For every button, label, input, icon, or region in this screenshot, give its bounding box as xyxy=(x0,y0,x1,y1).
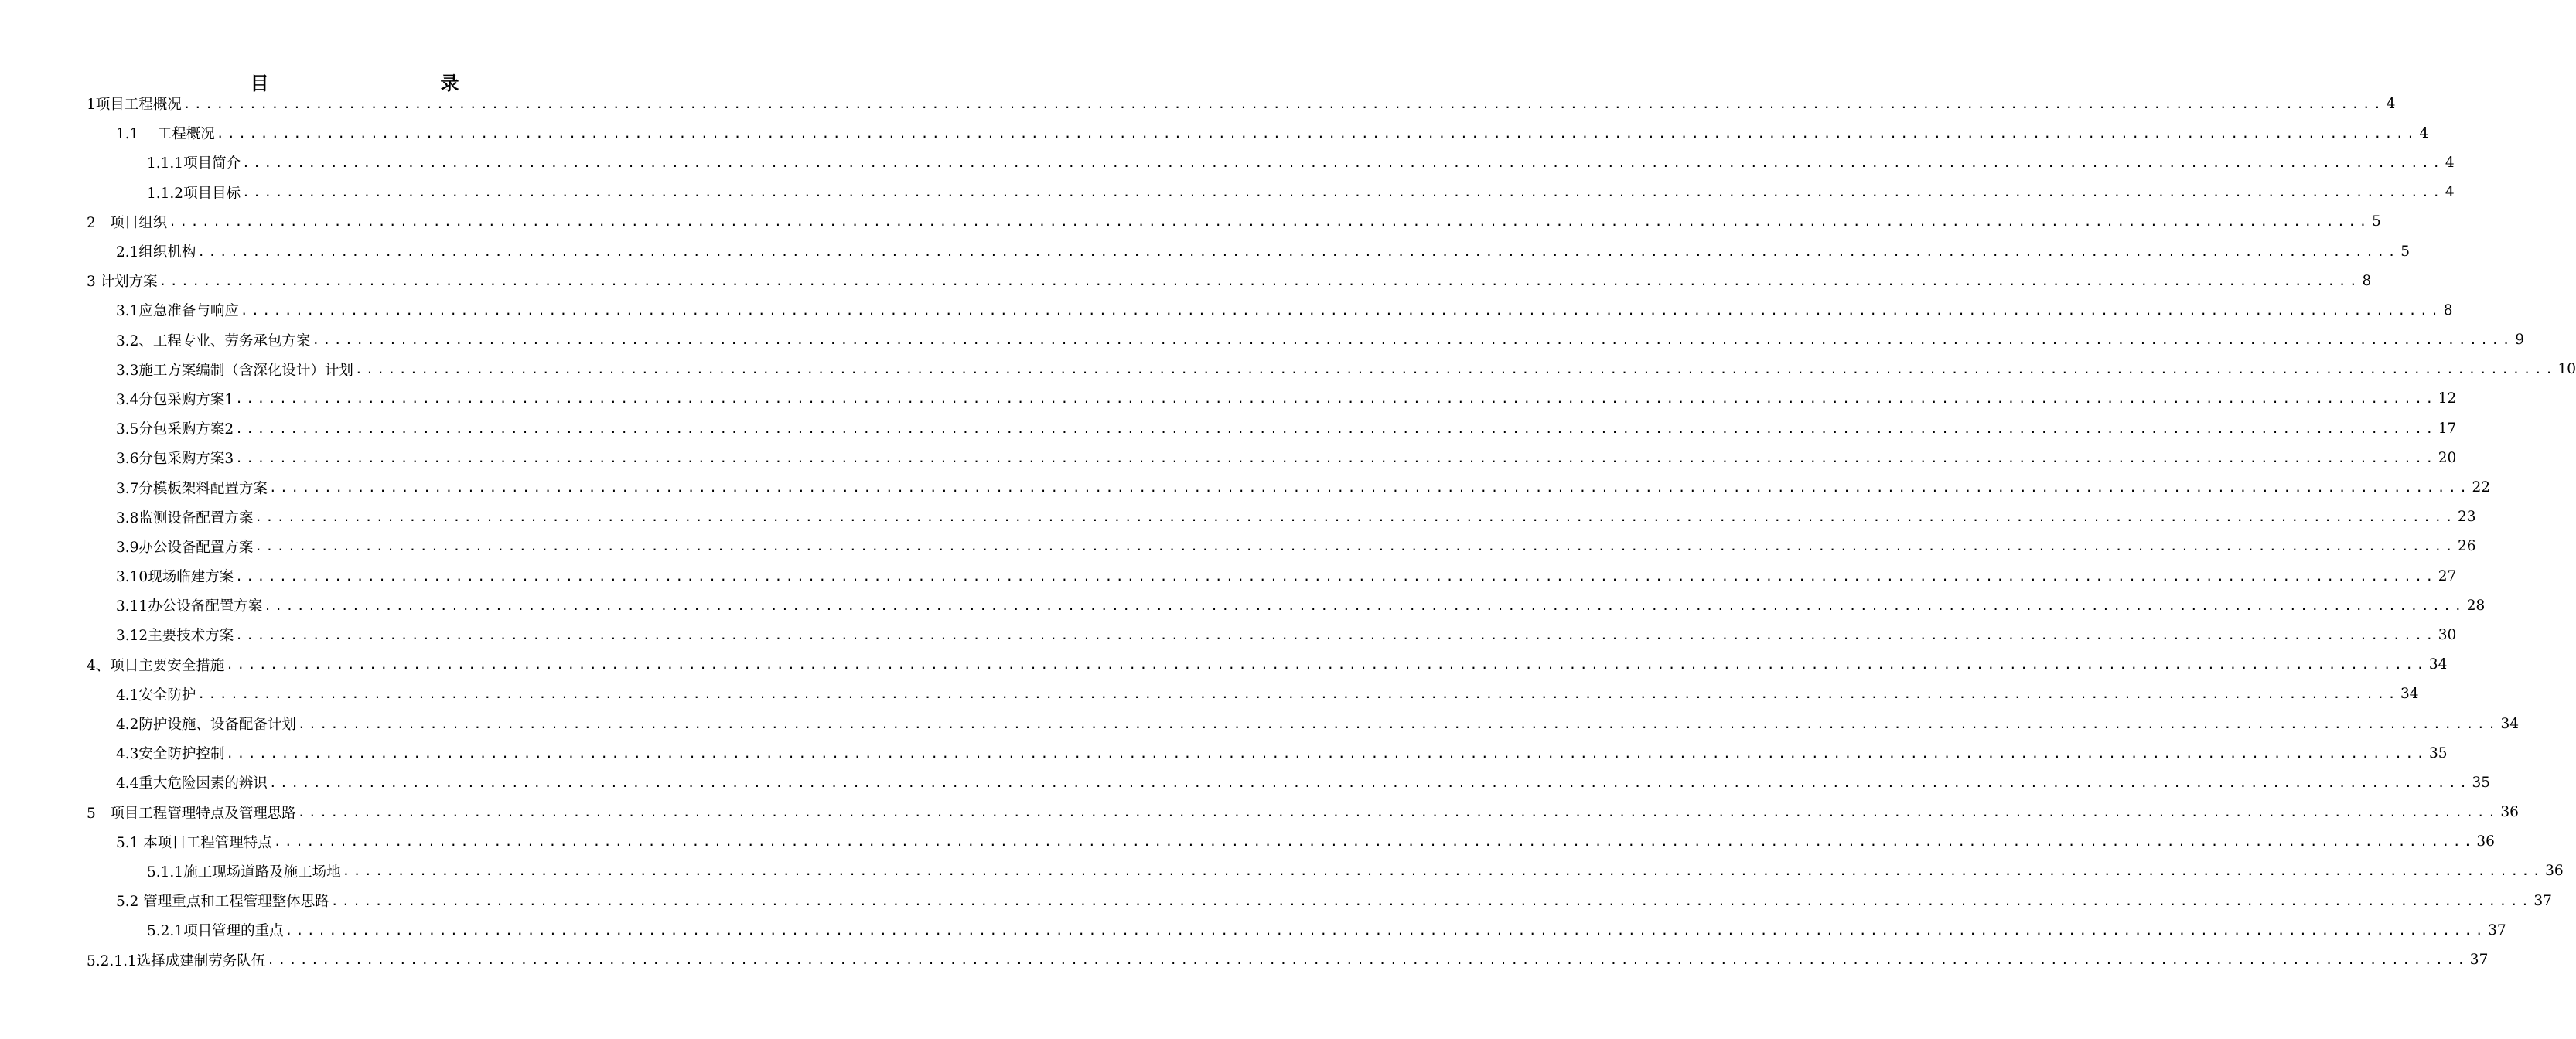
toc-entry[interactable] xyxy=(0,650,2448,680)
toc-entry-page-number: 4 xyxy=(2419,124,2429,141)
dot-leader: ........................................................................................................................................................................................................ xyxy=(159,273,2361,288)
dot-leader: ........................................................................................................................................................................................................ xyxy=(235,391,2437,407)
toc-entry-page-number: 8 xyxy=(2362,272,2372,289)
dot-leader: ........................................................................................................................................................................................................ xyxy=(268,775,2471,790)
toc-entry[interactable] xyxy=(0,443,2457,472)
toc-entry[interactable] xyxy=(0,827,2495,857)
toc-entry-page-number: 36 xyxy=(2500,804,2519,821)
toc-entry-label: 1项目工程概况 xyxy=(87,97,182,114)
toc-entry-label: 4.3安全防护控制 xyxy=(116,746,225,763)
table-of-contents xyxy=(0,89,2576,975)
toc-entry[interactable] xyxy=(0,680,2419,709)
toc-entry-label: 5.1.1施工现场道路及施工场地 xyxy=(147,864,341,881)
dot-leader: ........................................................................................................................................................................................................ xyxy=(268,480,2471,496)
toc-entry-label: 3.7分模板架料配置方案 xyxy=(116,480,268,497)
toc-entry[interactable] xyxy=(0,472,2491,502)
dot-leader: ........................................................................................................................................................................................................ xyxy=(242,185,2444,200)
toc-entry-label: 1.1.1项目简介 xyxy=(147,155,241,172)
toc-entry-label: 4、项目主要安全措施 xyxy=(87,657,225,674)
dot-leader: ........................................................................................................................................................................................................ xyxy=(342,864,2544,879)
toc-entry-page-number: 37 xyxy=(2488,921,2506,939)
toc-entry[interactable] xyxy=(0,266,2372,295)
toc-entry-label: 4.2防护设施、设备配备计划 xyxy=(116,717,296,734)
toc-entry[interactable] xyxy=(0,89,2396,118)
toc-entry-label: 5.1 本项目工程管理特点 xyxy=(116,834,272,851)
toc-entry-label: 5 项目工程管理特点及管理思路 xyxy=(87,805,296,822)
toc-entry-page-number: 36 xyxy=(2476,833,2495,850)
toc-entry-page-number: 5 xyxy=(2372,213,2381,230)
toc-entry[interactable] xyxy=(0,857,2564,886)
dot-leader: ........................................................................................................................................................................................................ xyxy=(235,627,2437,642)
toc-entry[interactable] xyxy=(0,207,2381,237)
toc-entry-page-number: 34 xyxy=(2428,656,2448,673)
toc-entry-label: 2.1组织机构 xyxy=(116,244,196,261)
toc-entry-page-number: 5 xyxy=(2400,243,2410,260)
toc-entry-label: 3.4分包采购方案1 xyxy=(116,391,234,408)
toc-entry[interactable] xyxy=(0,738,2448,768)
dot-leader: ........................................................................................................................................................................................................ xyxy=(254,509,2456,525)
dot-leader: ........................................................................................................................................................................................................ xyxy=(273,834,2475,850)
toc-entry-page-number: 4 xyxy=(2445,154,2455,171)
dot-leader: ........................................................................................................................................................................................................ xyxy=(285,922,2487,938)
dot-leader: ........................................................................................................................................................................................................ xyxy=(297,716,2499,731)
dot-leader: ........................................................................................................................................................................................................ xyxy=(330,893,2533,908)
dot-leader: ........................................................................................................................................................................................................ xyxy=(297,805,2499,820)
toc-entry[interactable] xyxy=(0,295,2453,325)
toc-title: 目 录 xyxy=(250,73,504,94)
dot-leader: ........................................................................................................................................................................................................ xyxy=(226,745,2428,761)
toc-entry-page-number: 34 xyxy=(2500,715,2520,732)
dot-leader: ........................................................................................................................................................................................................ xyxy=(216,125,2418,141)
toc-entry[interactable] xyxy=(0,355,2576,384)
toc-entry-page-number: 30 xyxy=(2438,626,2457,643)
dot-leader: ........................................................................................................................................................................................................ xyxy=(235,568,2437,584)
dot-leader: ........................................................................................................................................................................................................ xyxy=(235,450,2437,465)
toc-entry-label: 3.6分包采购方案3 xyxy=(116,451,234,468)
toc-entry-label: 3 计划方案 xyxy=(87,274,158,291)
toc-entry-page-number: 28 xyxy=(2466,597,2486,614)
toc-entry-label: 3.9办公设备配置方案 xyxy=(116,539,254,556)
dot-leader: ........................................................................................................................................................................................................ xyxy=(242,155,2444,170)
toc-entry-label: 3.12主要技术方案 xyxy=(116,628,234,645)
toc-entry[interactable] xyxy=(0,118,2429,148)
toc-entry[interactable] xyxy=(0,620,2457,649)
dot-leader: ........................................................................................................................................................................................................ xyxy=(254,539,2456,554)
dot-leader: ........................................................................................................................................................................................................ xyxy=(197,244,2399,259)
dot-leader: ........................................................................................................................................................................................................ xyxy=(235,421,2437,436)
toc-entry-label: 3.11办公设备配置方案 xyxy=(116,598,263,615)
toc-entry-page-number: 22 xyxy=(2472,479,2491,496)
toc-entry[interactable] xyxy=(0,915,2506,945)
toc-entry-label: 3.2、工程专业、劳务承包方案 xyxy=(116,332,311,349)
toc-entry-page-number: 26 xyxy=(2457,538,2476,555)
dot-leader: ........................................................................................................................................................................................................ xyxy=(226,657,2428,673)
toc-entry[interactable] xyxy=(0,148,2455,177)
toc-entry[interactable] xyxy=(0,591,2486,620)
toc-entry-label: 1.1 工程概况 xyxy=(116,126,215,143)
toc-entry-page-number: 20 xyxy=(2438,449,2457,466)
toc-entry[interactable] xyxy=(0,414,2457,443)
dot-leader: ........................................................................................................................................................................................................ xyxy=(312,332,2513,348)
toc-entry[interactable] xyxy=(0,325,2524,355)
dot-leader: ........................................................................................................................................................................................................ xyxy=(197,686,2399,702)
toc-entry-label: 3.3施工方案编制（含深化设计）计划 xyxy=(116,362,353,379)
toc-entry-label: 3.10现场临建方案 xyxy=(116,569,234,586)
toc-entry-page-number: 17 xyxy=(2438,420,2457,437)
dot-leader: ........................................................................................................................................................................................................ xyxy=(267,952,2469,968)
dot-leader: ........................................................................................................................................................................................................ xyxy=(240,302,2442,318)
toc-entry[interactable] xyxy=(0,178,2455,207)
toc-entry[interactable] xyxy=(0,709,2520,738)
toc-entry-page-number: 36 xyxy=(2545,863,2564,880)
toc-entry-page-number: 9 xyxy=(2515,332,2524,349)
dot-leader: ........................................................................................................................................................................................................ xyxy=(183,96,2385,111)
toc-entry-label: 3.8监测设备配置方案 xyxy=(116,509,254,526)
dot-leader: ........................................................................................................................................................................................................ xyxy=(169,214,2370,230)
toc-entry[interactable] xyxy=(0,384,2457,414)
toc-entry[interactable] xyxy=(0,237,2410,266)
toc-entry-page-number: 23 xyxy=(2457,509,2476,526)
toc-entry[interactable] xyxy=(0,502,2476,532)
toc-entry[interactable] xyxy=(0,798,2519,827)
toc-entry-page-number: 8 xyxy=(2443,301,2453,319)
toc-entry[interactable] xyxy=(0,886,2552,915)
toc-entry-label: 5.2 管理重点和工程管理整体思路 xyxy=(116,894,329,911)
toc-entry-page-number: 35 xyxy=(2428,744,2448,761)
toc-entry-page-number: 35 xyxy=(2472,774,2491,791)
toc-entry[interactable] xyxy=(0,532,2476,561)
toc-entry-page-number: 27 xyxy=(2438,567,2457,584)
toc-entry-label: 3.1应急准备与响应 xyxy=(116,303,239,320)
toc-entry[interactable] xyxy=(0,768,2491,797)
toc-entry-page-number: 37 xyxy=(2533,892,2552,909)
toc-entry-page-number: 34 xyxy=(2400,686,2419,703)
toc-entry-label: 5.2.1项目管理的重点 xyxy=(147,923,284,940)
toc-entry-label: 3.5分包采购方案2 xyxy=(116,421,234,438)
toc-entry-page-number: 10 xyxy=(2557,361,2576,378)
toc-entry-label: 1.1.2项目目标 xyxy=(147,185,241,202)
toc-entry-label: 4.4重大危险因素的辨识 xyxy=(116,775,268,792)
toc-entry-label: 4.1安全防护 xyxy=(116,686,196,703)
toc-entry[interactable] xyxy=(0,561,2457,591)
toc-entry-page-number: 4 xyxy=(2386,95,2396,112)
toc-entry[interactable] xyxy=(0,945,2489,974)
toc-entry-label: 5.2.1.1选择成建制劳务队伍 xyxy=(87,952,266,969)
toc-entry-label: 2 项目组织 xyxy=(87,214,168,231)
toc-entry-page-number: 4 xyxy=(2445,184,2455,201)
dot-leader: ........................................................................................................................................................................................................ xyxy=(354,362,2557,377)
toc-entry-page-number: 37 xyxy=(2469,952,2489,969)
dot-leader: ........................................................................................................................................................................................................ xyxy=(264,598,2465,613)
toc-entry-page-number: 12 xyxy=(2438,390,2457,407)
